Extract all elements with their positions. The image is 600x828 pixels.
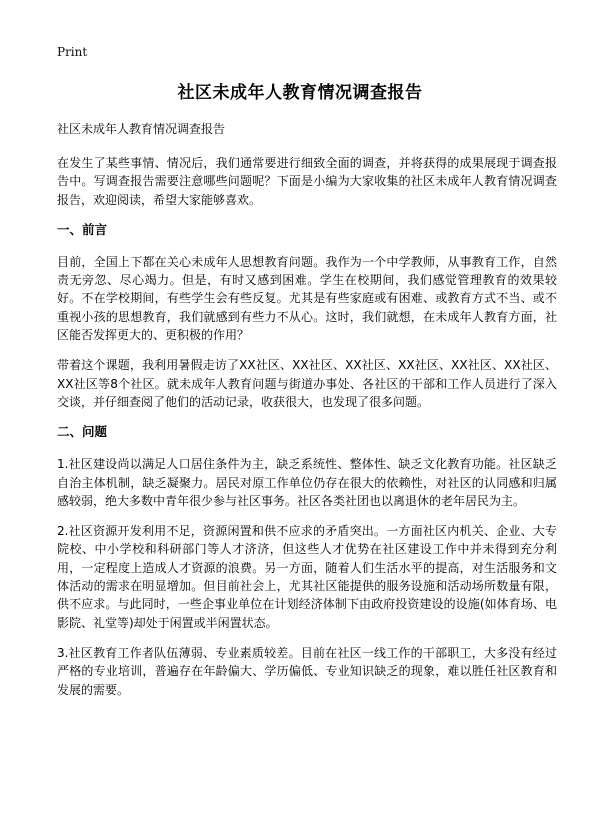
paragraph: 1.社区建设尚以满足人口居住条件为主，缺乏系统性、整体性、缺乏文化教育功能。社区缺乏自治主体机制，缺乏凝聚力。居民对原工作单位仍存在很大的依赖性，对社区的认同感和归属感较弱，绝大多数中青年很少参与社区事务。社区各类社团也以离退休的老年居民为主。 <box>57 457 557 508</box>
paragraph: 2.社区资源开发利用不足，资源闲置和供不应求的矛盾突出。一方面社区内机关、企业、大专院校、中小学校和科研部门等人才济济，但这些人才优势在社区建设工作中并未得到充分利用，一定程度上造成人才资源的浪费。另一方面，随着人们生活水平的提高，对生活服务和文体活动的需求在明显增加。但目前社会上，尤其社区能提供的服务设施和活动场所数量有限，供不应求。与此同时，一些企事业单位在计划经济体制下由政府投资建设的设施(如体育场、电影院、礼堂等)却处于闲置或半闲置状态。 <box>57 524 557 630</box>
section-preface <box>57 221 557 411</box>
paragraph: 目前，全国上下都在关心未成年人思想教育问题。我作为一个中学教师，从事教育工作，自然责无旁忽、尽心竭力。但是，有时又感到困难。学生在校期间，我们感觉管理教育的效果较好。不在学校期间，有些学生会有些反复。尤其是有些家庭或有困难、或教育方式不当、或不重视小孩的思想教育，我们就感到有些力不从心。这时，我们就想，在未成年人教育方面，社区能否发挥更大的、更积极的作用？ <box>57 254 557 343</box>
paragraph: 带着这个课题，我利用暑假走访了XX社区、XX社区、XX社区、XX社区、XX社区、XX社区、XX社区等8个社区。就未成年人教育问题与街道办事处、各社区的干部和工作人员进行了深入交谈，并仔细查阅了他们的活动记录，收获很大，也发现了很多问题。 <box>57 358 557 409</box>
section-problems <box>57 423 557 699</box>
paragraph: 3.社区教育工作者队伍薄弱、专业素质较差。目前在社区一线工作的干部职工，大多没有经过严格的专业培训，普遍存在年龄偏大、学历偏低、专业知识缺乏的现象，难以胜任社区教育和发展的需要。 <box>57 645 557 697</box>
section-heading: 二、问题 <box>57 424 108 440</box>
document-title: 社区未成年人教育情况调查报告 <box>177 83 423 103</box>
section-heading: 一、前言 <box>57 221 108 237</box>
document-body <box>57 120 557 711</box>
print-link[interactable]: Print <box>57 45 88 59</box>
intro-paragraph: 在发生了某些事情、情况后，我们通常要进行细致全面的调查，并将获得的成果展现于调查报告中。写调查报告需要注意哪些问题呢？下面是小编为大家收集的社区未成年人教育情况调查报告，欢迎阅读，希望大家能够喜欢。 <box>57 156 557 207</box>
document-subtitle: 社区未成年人教育情况调查报告 <box>57 122 226 136</box>
